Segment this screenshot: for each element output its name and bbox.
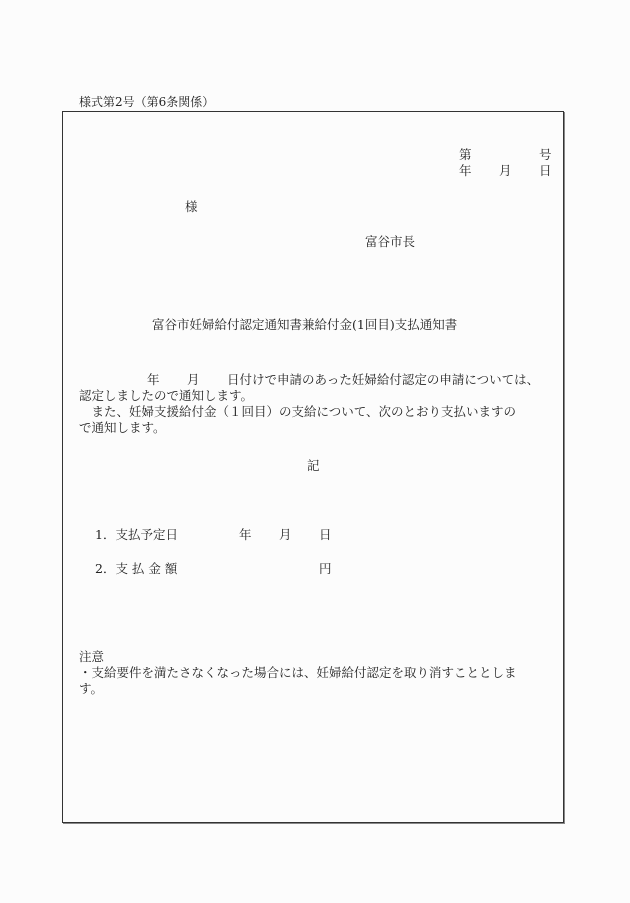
ki-heading: 記	[307, 458, 320, 473]
notes-heading: 注意	[79, 649, 105, 664]
application-date-year: 年	[147, 372, 160, 387]
body-line-2: 認定しましたので通知します。	[79, 388, 254, 403]
issue-date-day: 日	[539, 163, 552, 178]
body-line-1: 日付けで申請のあった妊婦給付認定の申請については、	[227, 372, 540, 387]
item-payment-amount-label: 2．支 払 金 額	[95, 561, 178, 576]
payment-date-day: 日	[319, 527, 332, 542]
notes-line-2: す。	[79, 681, 104, 696]
issuer-name: 富谷市長	[365, 234, 416, 249]
form-number-label: 様式第2号（第6条関係）	[79, 95, 215, 109]
notes-line-1: ・支給要件を満たさなくなった場合には、妊婦給付認定を取り消すこととしま	[79, 665, 517, 680]
document-title: 富谷市妊婦給付認定通知書兼給付金(1回目)支払通知書	[152, 317, 458, 332]
body-line-3: また、妊婦支援給付金（１回目）の支給について、次のとおり支払いますの	[79, 404, 517, 419]
payment-date-year: 年	[239, 527, 252, 542]
issue-date-month: 月	[499, 163, 512, 178]
number-prefix: 第	[459, 147, 472, 162]
item-payment-date-label: 1．支払予定日	[95, 527, 178, 542]
payment-amount-unit: 円	[319, 561, 332, 576]
issue-date-year: 年	[459, 163, 472, 178]
payment-date-month: 月	[279, 527, 292, 542]
body-line-4: で通知します。	[79, 420, 166, 435]
addressee-suffix: 様	[185, 199, 198, 214]
application-date-month: 月	[187, 372, 200, 387]
number-suffix: 号	[539, 147, 552, 162]
